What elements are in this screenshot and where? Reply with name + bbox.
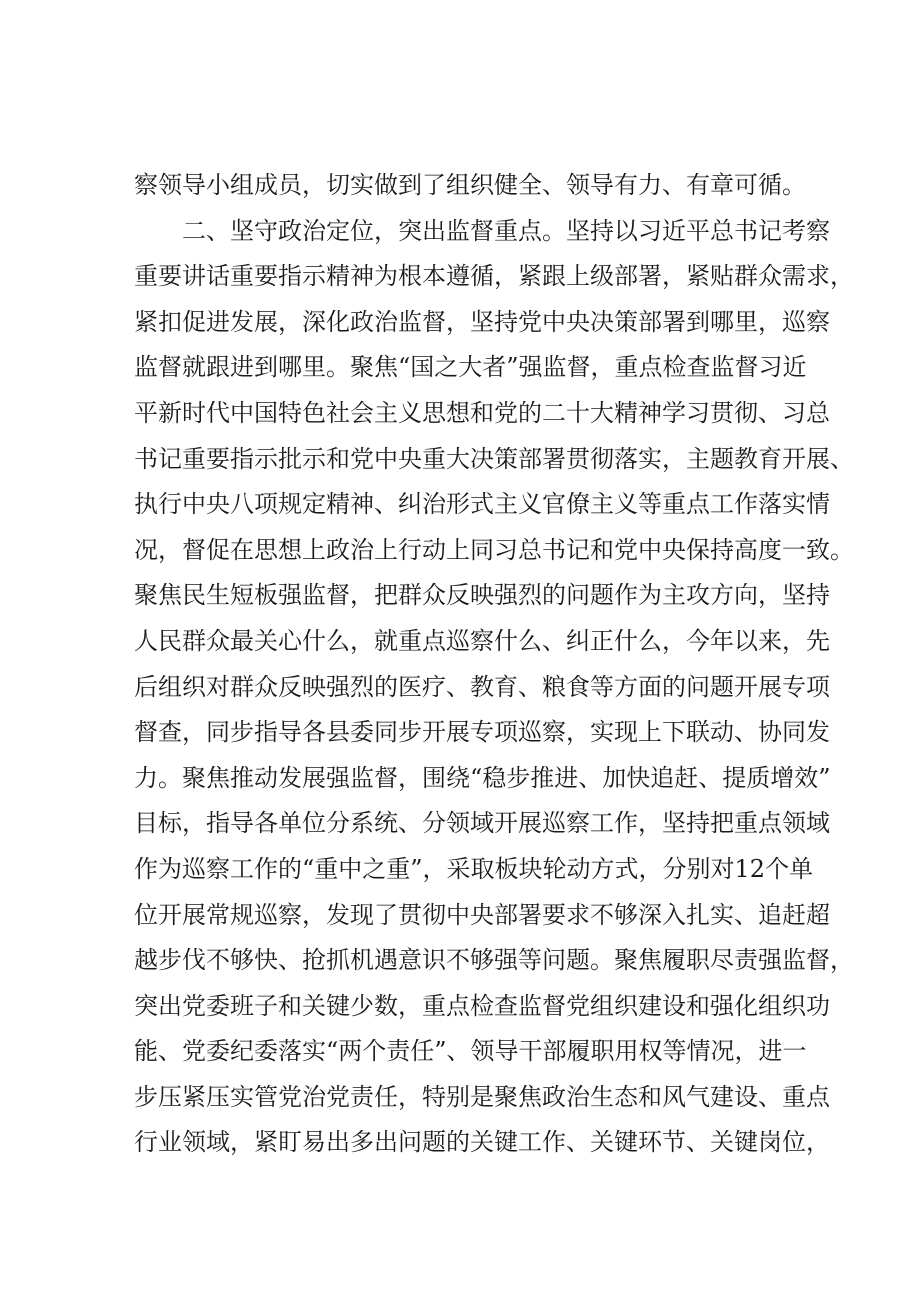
text-line: 执行中央八项规定精神、纠治形式主义官僚主义等重点工作落实情 (134, 490, 830, 519)
text-line: 行业领域，紧盯易出多出问题的关键工作、关键环节、关键岗位， (134, 1128, 830, 1157)
text-line: 越步伐不够快、抢抓机遇意识不够强等问题。聚焦履职尽责强监督， (134, 946, 854, 975)
text-line: 聚焦民生短板强监督，把群众反映强烈的问题作为主攻方向，坚持 (134, 581, 830, 610)
text-line: 监督就跟进到哪里。聚焦“国之大者”强监督，重点检查监督习近 (134, 353, 807, 382)
text-line: 督查，同步指导各县委同步开展专项巡察，实现上下联动、协同发 (134, 718, 830, 747)
text-line: 步压紧压实管党治党责任，特别是聚焦政治生态和风气建设、重点 (134, 1082, 830, 1111)
text-line: 力。聚焦推动发展强监督，围绕“稳步推进、加快追赶、提质增效” (134, 763, 831, 792)
body-text (134, 163, 854, 1166)
text-line: 紧扣促进发展，深化政治监督，坚持党中央决策部署到哪里，巡察 (134, 307, 830, 336)
text-line: 平新时代中国特色社会主义思想和党的二十大精神学习贯彻、习总 (134, 398, 830, 427)
text-line: 重要讲话重要指示精神为根本遵循，紧跟上级部署，紧贴群众需求， (134, 262, 854, 291)
text-line: 人民群众最关心什么，就重点巡察什么、纠正什么，今年以来，先 (134, 626, 830, 655)
text-line: 后组织对群众反映强烈的医疗、教育、粮食等方面的问题开展专项 (134, 672, 830, 701)
text-line: 位开展常规巡察，发现了贯彻中央部署要求不够深入扎实、追赶超 (134, 900, 830, 929)
text-line: 突出党委班子和关键少数，重点检查监督党组织建设和强化组织功 (134, 991, 830, 1020)
text-line: 目标，指导各单位分系统、分领域开展巡察工作，坚持把重点领域 (134, 809, 830, 838)
text-line: 察领导小组成员，切实做到了组织健全、领导有力、有章可循。 (134, 171, 806, 199)
text-line: 能、党委纪委落实“两个责任”、领导干部履职用权等情况，进一 (134, 1037, 807, 1066)
text-line: 书记重要指示批示和党中央重大决策部署贯彻落实，主题教育开展、 (134, 444, 854, 473)
text-line: 作为巡察工作的“重中之重”，采取板块轮动方式，分别对12个单 (134, 854, 814, 883)
section-heading-line: 二、坚守政治定位，突出监督重点。坚持以习近平总书记考察 (182, 216, 830, 245)
text-line: 况，督促在思想上政治上行动上同习总书记和党中央保持高度一致。 (134, 535, 854, 564)
